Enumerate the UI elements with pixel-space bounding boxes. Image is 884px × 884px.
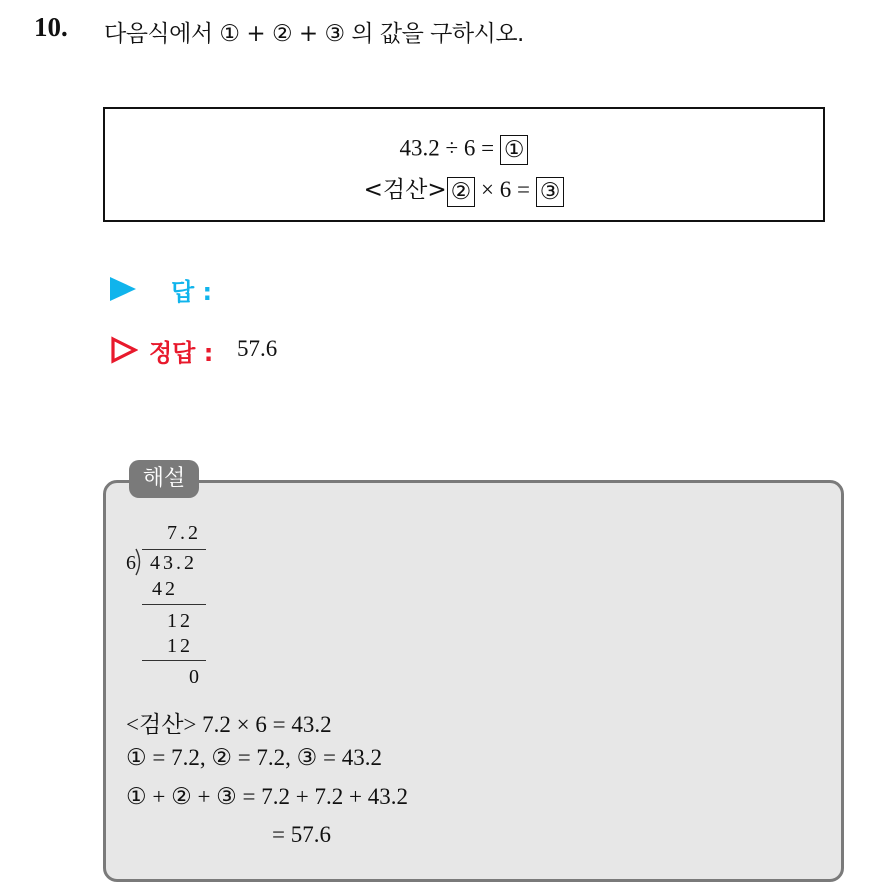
solution-values-line: ① = 7.2, ② = 7.2, ③ = 43.2 (126, 745, 383, 770)
question-number: 10. (34, 12, 68, 42)
circled-three: ③ (324, 21, 345, 47)
circled-two: ② (271, 21, 293, 47)
division-bracket-icon (134, 548, 144, 576)
circled-one: ① (219, 21, 240, 47)
division-step-2: 12 (167, 635, 193, 657)
division-step-1: 42 (152, 578, 178, 600)
division-rule-2 (142, 660, 206, 661)
division-divisor: 6 (126, 552, 139, 574)
plus-sign-1: + (239, 21, 272, 47)
equation-line-1 (105, 135, 823, 165)
division-rule-1 (142, 604, 206, 605)
answer-arrow-icon (110, 277, 136, 301)
division-dividend: 43.2 (150, 552, 197, 574)
correct-answer-arrow-icon (110, 336, 138, 364)
check-label: <검산> (363, 177, 447, 203)
blank-box-3: ③ (536, 177, 565, 207)
question-text (104, 15, 524, 48)
question-text-prefix: 다음식에서 (104, 21, 220, 47)
solution-check-line: <검산> 7.2 × 6 = 43.2 (126, 712, 332, 737)
plus-sign-2: + (292, 21, 325, 47)
division-remainder-1: 12 (167, 610, 193, 632)
blank-box-1: ① (500, 135, 529, 165)
solution-sum-line: ① + ② + ③ = 7.2 + 7.2 + 43.2 (126, 784, 408, 809)
solution-result-line: = 57.6 (272, 822, 331, 847)
division-quotient: 7.2 (167, 522, 201, 544)
equation-1-expression: 43.2 ÷ 6 = (399, 135, 500, 161)
blank-box-2: ② (447, 177, 476, 207)
correct-answer-value: 57.6 (237, 336, 278, 361)
correct-answer-label: 정답 : (149, 339, 214, 367)
equation-line-2 (105, 171, 823, 207)
solution-tab: 해설 (129, 460, 199, 498)
problem-box (103, 107, 825, 222)
division-remainder-final: 0 (189, 666, 202, 688)
question-text-suffix: 의 값을 구하시오. (344, 21, 524, 47)
answer-label: 답 : (171, 278, 213, 306)
division-bar (142, 549, 206, 550)
solution-box (103, 480, 844, 882)
equation-2-expression: × 6 = (475, 177, 536, 202)
